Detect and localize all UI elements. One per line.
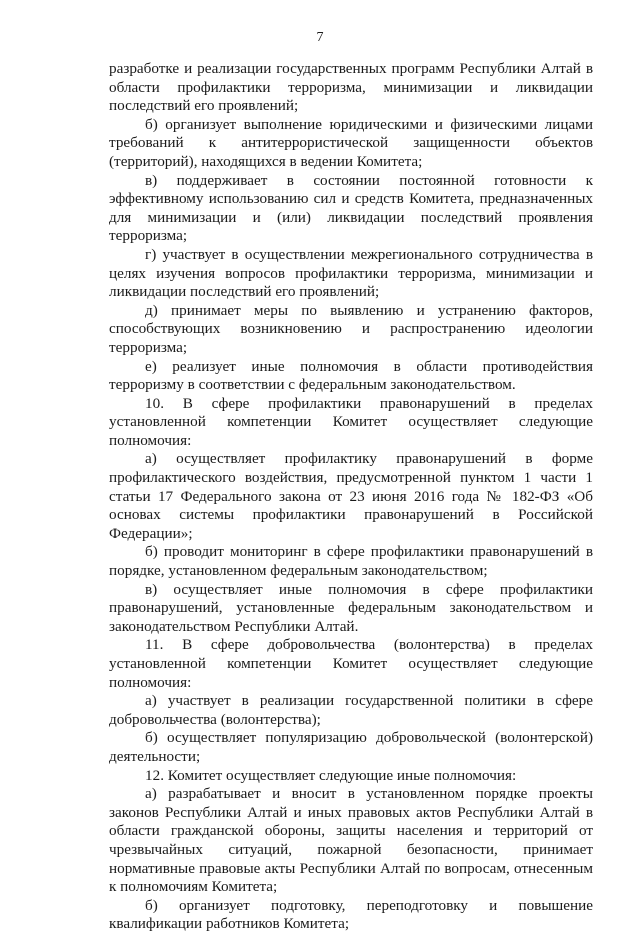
paragraph: а) осуществляет профилактику правонарушений в форме профилактического воздействия, предусмотренной пунктом 1 части 1 статьи 17 Федерального закона от 23 июня 2016 года № 182-ФЗ «Об основах системы профилактики правонарушений в Российской Федерации»; — [109, 450, 593, 542]
paragraph: д) принимает меры по выявлению и устранению факторов, способствующих возникновению и распространению идеологии терроризма; — [109, 301, 593, 356]
paragraph: г) участвует в осуществлении межрегионального сотрудничества в целях изучения вопросов профилактики терроризма, минимизации и ликвидации последствий его проявлений; — [109, 245, 593, 301]
paragraph: 10. В сфере профилактики правонарушений в пределах установленной компетенции Комитет осуществляет следующие полномочия: — [109, 394, 593, 449]
paragraph: б) осуществляет популяризацию добровольческой (волонтерской) деятельности; — [109, 729, 593, 765]
paragraph: е) реализует иные полномочия в области противодействия терроризму в соответствии с федеральным законодательством. — [109, 357, 593, 394]
paragraph: б) проводит мониторинг в сфере профилактики правонарушений в порядке, установленном федеральным законодательством; — [109, 543, 593, 580]
paragraph: 12. Комитет осуществляет следующие иные полномочия: — [145, 766, 517, 784]
page-number: 7 — [316, 30, 324, 45]
paragraph: б) организует подготовку, переподготовку и повышение квалификации работников Комитета; — [109, 896, 593, 933]
document-body — [109, 60, 593, 934]
paragraph: разработке и реализации государственных программ Республики Алтай в области профилактики терроризма, минимизации и ликвидации последствий его проявлений; — [109, 60, 593, 115]
paragraph: 11. В сфере добровольчества (волонтерства) в пределах установленной компетенции Комитет осуществляет следующие полномочия: — [109, 636, 593, 691]
paragraph: а) разрабатывает и вносит в установленном порядке проекты законов Республики Алтай и иных правовых актов Республики Алтай в области гражданской обороны, защиты населения и территорий от чрезвычайных ситуаций, пожарной безопасности, принимает нормативные правовые акты Республики Алтай по вопросам, отнесенным к полномочиям Комитета; — [109, 785, 593, 896]
paragraph: в) осуществляет иные полномочия в сфере профилактики правонарушений, установленные федеральным законодательством и законодательством Республики Алтай. — [109, 580, 593, 635]
paragraph: б) организует выполнение юридическими и физическими лицами требований к антитеррористической защищенности объектов (территорий), находящихся в ведении Комитета; — [109, 115, 593, 170]
paragraph: в) поддерживает в состоянии постоянной готовности к эффективному использованию сил и средств Комитета, предназначенных для минимизации и (или) ликвидации последствий проявления терроризма; — [109, 171, 593, 245]
paragraph: а) участвует в реализации государственной политики в сфере добровольчества (волонтерства); — [109, 692, 593, 728]
